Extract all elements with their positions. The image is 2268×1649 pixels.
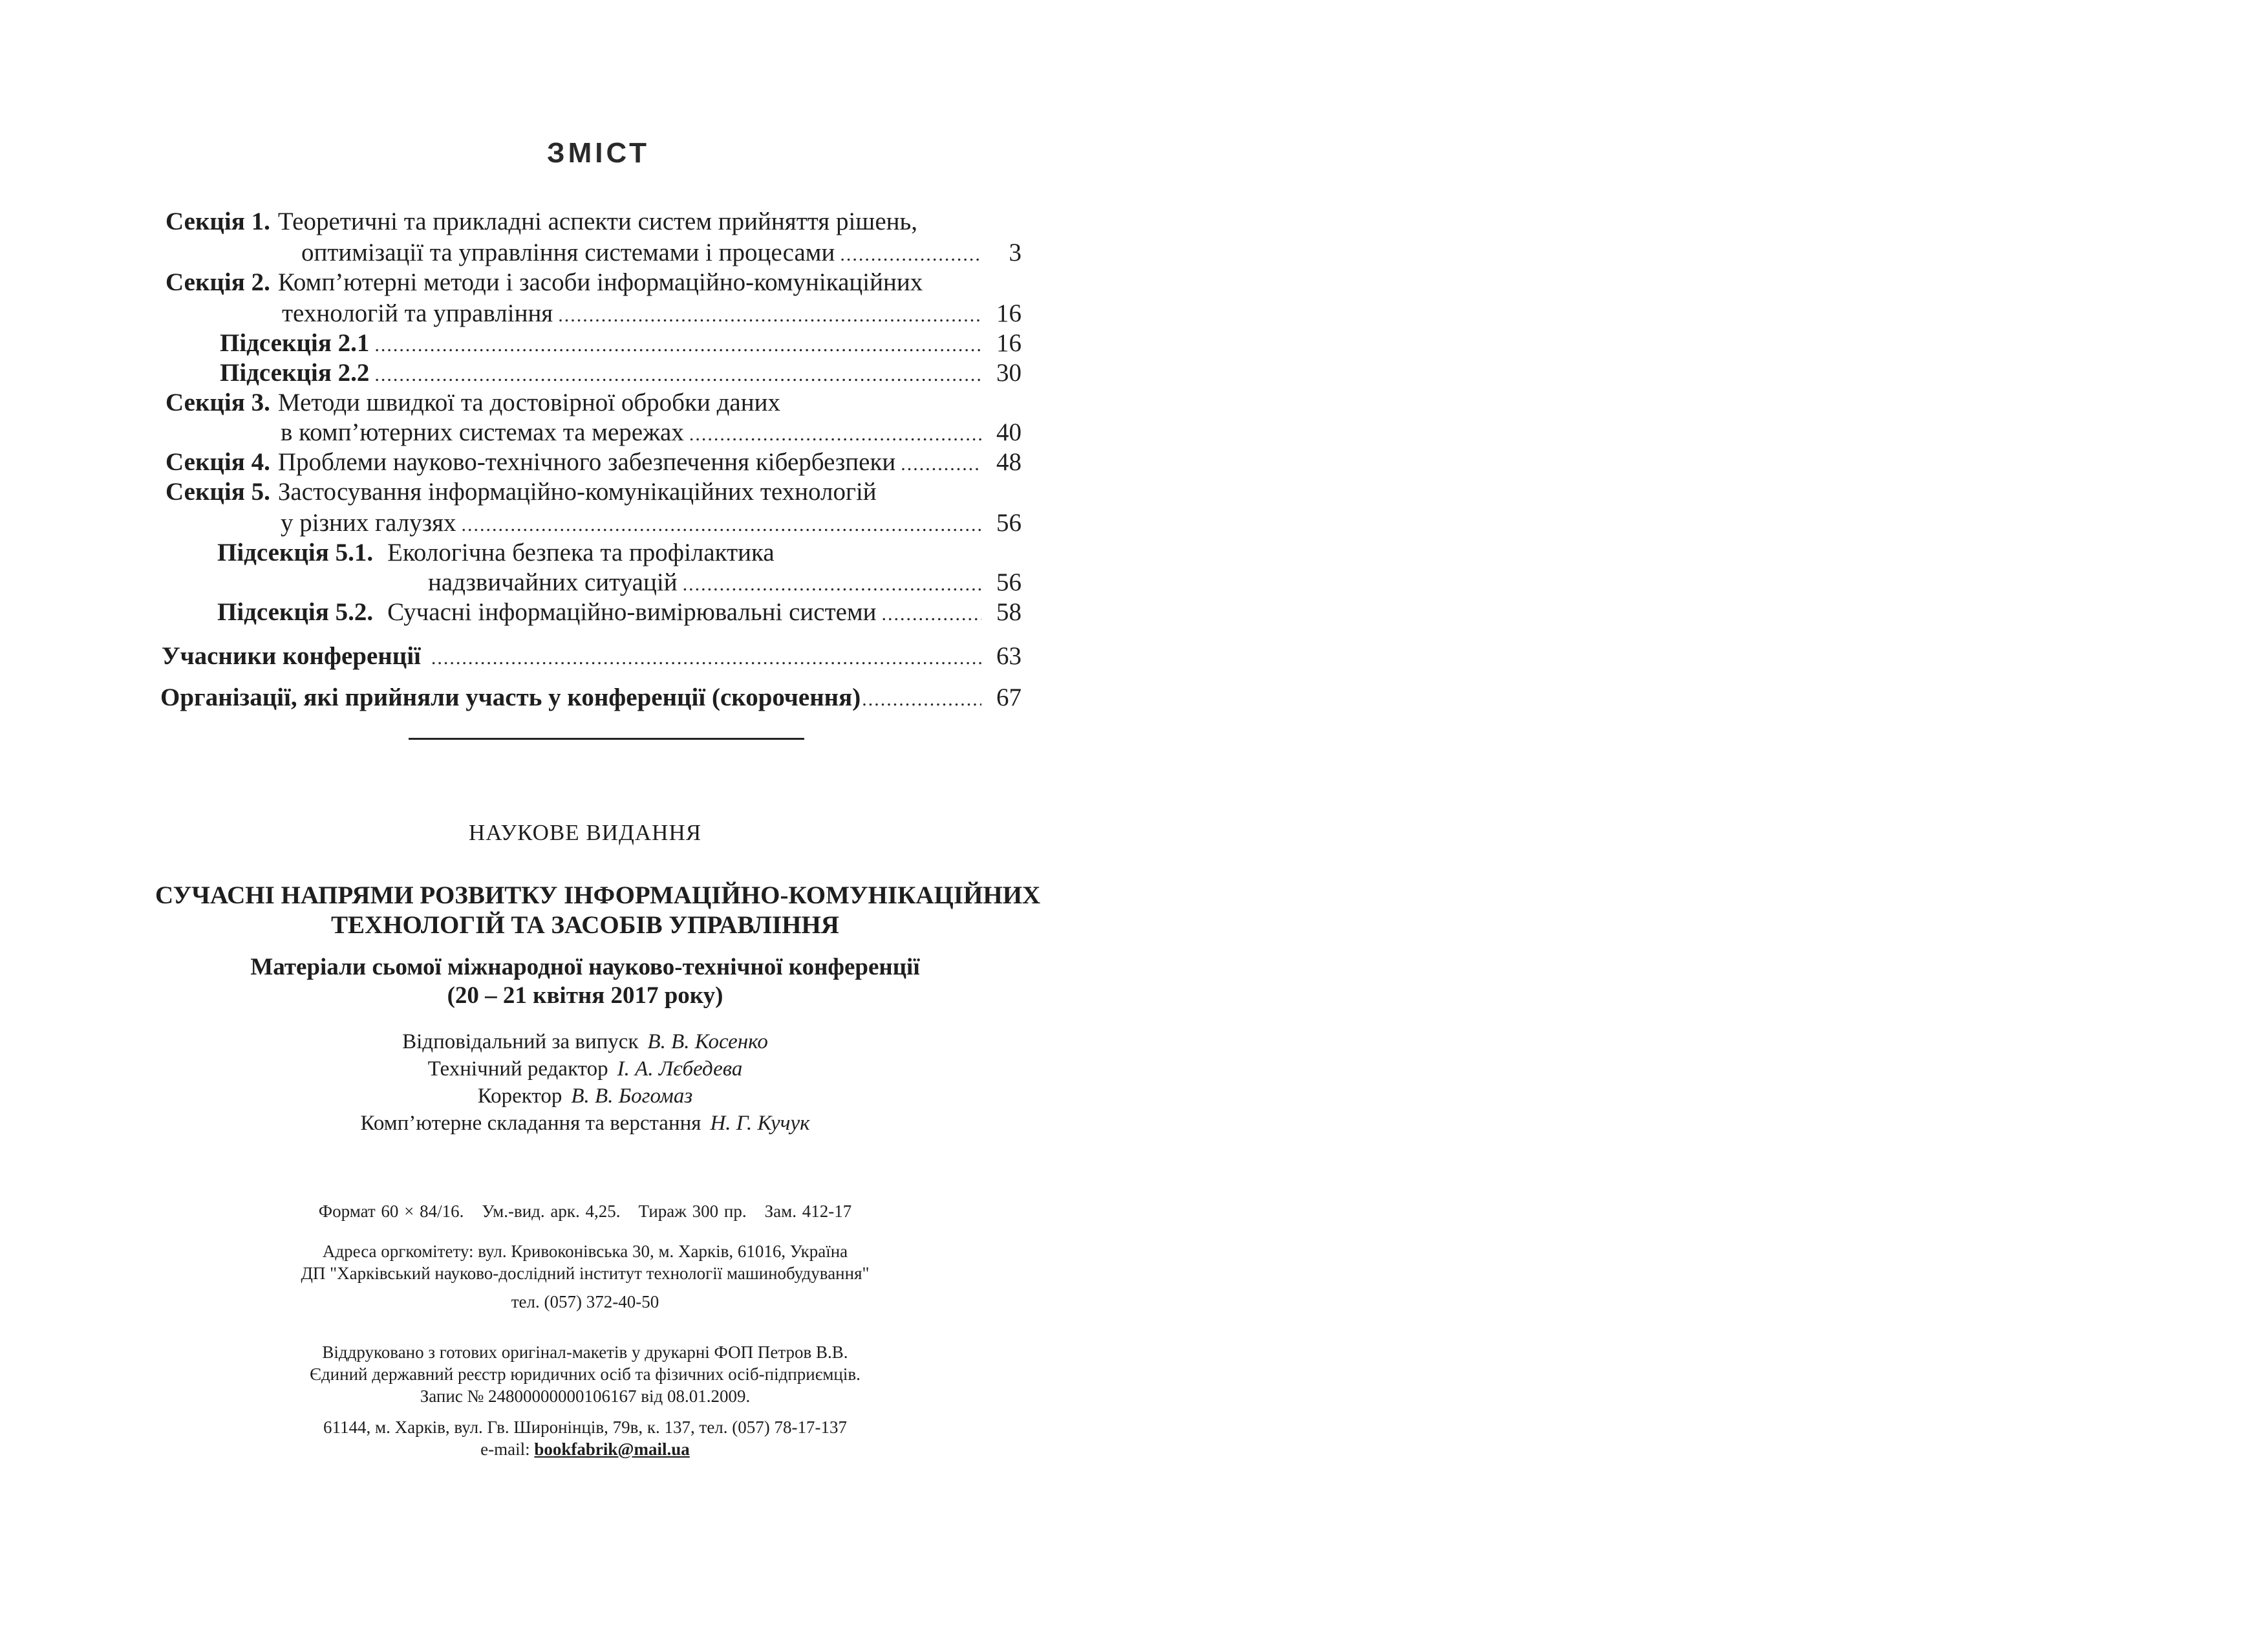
staff-role: Коректор bbox=[477, 1084, 562, 1108]
toc-section-text: Застосування інформаційно-комунікаційних технологій bbox=[277, 478, 877, 506]
staff-line bbox=[155, 1110, 1015, 1137]
toc-entry bbox=[220, 357, 1022, 389]
toc-page-number: 30 bbox=[996, 359, 1022, 387]
toc-page-number: 40 bbox=[996, 418, 1022, 446]
toc-entry bbox=[160, 682, 1022, 714]
address-line: ДП "Харківський науково-дослідний інститут технології машинобудування" bbox=[301, 1264, 870, 1283]
format-sheets: Ум.-вид. арк. 4,25. bbox=[482, 1202, 621, 1221]
toc-section-label: Секція 5. bbox=[166, 478, 270, 506]
toc-entry bbox=[301, 237, 1022, 269]
publication-title-line: СУЧАСНІ НАПРЯМИ РОЗВИТКУ ІНФОРМАЦІЙНО-КОМУНІКАЦІЙНИХ bbox=[155, 881, 1041, 909]
toc-subsection-label: Підсекція 2.1 bbox=[220, 329, 370, 357]
staff-line bbox=[155, 1083, 1015, 1110]
toc-section-label: Секція 4. bbox=[166, 448, 270, 476]
address-line: Адреса оргкомітету: вул. Кривоконівська 30, м. Харків, 61016, Україна bbox=[322, 1242, 848, 1261]
toc-title: ЗМІСТ bbox=[547, 137, 650, 169]
toc-section-text: Теоретичні та прикладні аспекти систем прийняття рішень, bbox=[277, 208, 918, 235]
staff-line bbox=[155, 1055, 1015, 1083]
toc-section-text: надзвичайних ситуацій bbox=[428, 568, 678, 596]
toc-dot-leader bbox=[882, 598, 982, 630]
toc-section-text: оптимізації та управління системами і процесами bbox=[301, 239, 835, 266]
conference-dates: (20 – 21 квітня 2017 року) bbox=[447, 982, 723, 1009]
toc-dot-leader bbox=[862, 684, 981, 716]
toc-entry bbox=[162, 640, 1022, 673]
staff-name: В. В. Косенко bbox=[647, 1030, 768, 1053]
toc-entry bbox=[166, 387, 780, 419]
printer-line: Єдиний державний реєстр юридичних осіб та фізичних осіб-підприємців. bbox=[310, 1364, 861, 1384]
toc-dot-leader bbox=[901, 448, 981, 480]
staff-role: Відповідальний за випуск bbox=[402, 1030, 639, 1053]
toc-entry bbox=[428, 566, 1022, 599]
format-print-run: Тираж 300 пр. bbox=[638, 1202, 747, 1221]
toc-entry bbox=[166, 206, 917, 238]
toc-subsection-label: Підсекція 5.2. bbox=[217, 598, 374, 626]
phone-line: тел. (057) 372-40-50 bbox=[511, 1292, 659, 1311]
staff-name: І. А. Лєбедева bbox=[617, 1057, 743, 1081]
toc-entry bbox=[217, 596, 1022, 629]
toc-section-text: Методи швидкої та достовірної обробки даних bbox=[277, 389, 780, 416]
format-size: Формат 60 × 84/16. bbox=[318, 1202, 464, 1221]
email-link[interactable]: bookfabrik@mail.ua bbox=[534, 1439, 690, 1459]
conference-line: Матеріали сьомої міжнародної науково-технічної конференції bbox=[250, 954, 920, 980]
toc-entry bbox=[281, 507, 1022, 539]
toc-organizations-label: Організації, які прийняли участь у конференції (скорочення) bbox=[160, 684, 861, 711]
toc-entry bbox=[166, 476, 877, 508]
toc-page-number: 56 bbox=[996, 509, 1022, 537]
toc-dot-leader bbox=[431, 642, 981, 674]
toc-entry bbox=[282, 297, 1022, 330]
toc-entry bbox=[166, 266, 923, 299]
toc-section-label: Секція 3. bbox=[166, 389, 270, 416]
printer-line: Віддруковано з готових оригінал-макетів у друкарні ФОП Петров В.В. bbox=[322, 1342, 848, 1362]
staff-name: В. В. Богомаз bbox=[571, 1084, 693, 1108]
toc-subsection-label: Підсекція 5.1. bbox=[217, 539, 374, 566]
toc-section-text: у різних галузях bbox=[281, 509, 456, 537]
separator-rule bbox=[409, 738, 804, 740]
toc-entry bbox=[217, 537, 775, 569]
toc-section-text: Комп’ютерні методи і засоби інформаційно-комунікаційних bbox=[277, 268, 923, 296]
format-line bbox=[155, 1200, 1015, 1222]
toc-page-number: 63 bbox=[996, 642, 1022, 670]
publication-title-line: ТЕХНОЛОГІЙ ТА ЗАСОБІВ УПРАВЛІННЯ bbox=[331, 911, 839, 939]
toc-page-number: 48 bbox=[996, 448, 1022, 476]
toc-section-text: в комп’ютерних системах та мережах bbox=[281, 418, 684, 446]
staff-role: Технічний редактор bbox=[427, 1057, 608, 1081]
toc-section-label: Секція 1. bbox=[166, 208, 270, 235]
publication-type-label: НАУКОВЕ ВИДАННЯ bbox=[468, 820, 702, 845]
printer-line: Запис № 24800000000106167 від 08.01.2009. bbox=[420, 1386, 751, 1406]
toc-entry bbox=[281, 416, 1022, 449]
staff-line bbox=[155, 1028, 1015, 1055]
toc-section-text: Проблеми науково-технічного забезпечення кібербезпеки bbox=[277, 448, 896, 476]
toc-participants-label: Учасники конференції bbox=[162, 642, 421, 670]
toc-page-number: 16 bbox=[996, 329, 1022, 357]
email-line bbox=[155, 1438, 1015, 1460]
toc-section-text: технологій та управління bbox=[282, 299, 553, 327]
email-label: e-mail: bbox=[480, 1439, 530, 1459]
toc-section-text: Екологічна безпека та профілактика bbox=[387, 539, 775, 566]
toc-page-number: 16 bbox=[996, 299, 1022, 327]
toc-entry bbox=[166, 446, 1022, 479]
toc-subsection-label: Підсекція 2.2 bbox=[220, 359, 370, 387]
printer-address-line: 61144, м. Харків, вул. Гв. Широнінців, 79в, к. 137, тел. (057) 78-17-137 bbox=[323, 1417, 847, 1437]
toc-page-number: 56 bbox=[996, 568, 1022, 596]
toc-page-number: 67 bbox=[996, 684, 1022, 711]
toc-page-number: 58 bbox=[996, 598, 1022, 626]
staff-role: Комп’ютерне складання та верстання bbox=[360, 1112, 701, 1135]
toc-section-text: Сучасні інформаційно-вимірювальні системи bbox=[387, 598, 877, 626]
toc-page-number: 3 bbox=[1009, 239, 1022, 266]
format-order: Зам. 412-17 bbox=[764, 1202, 852, 1221]
toc-section-label: Секція 2. bbox=[166, 268, 270, 296]
toc-entry bbox=[220, 327, 1022, 360]
staff-name: Н. Г. Кучук bbox=[710, 1112, 810, 1135]
